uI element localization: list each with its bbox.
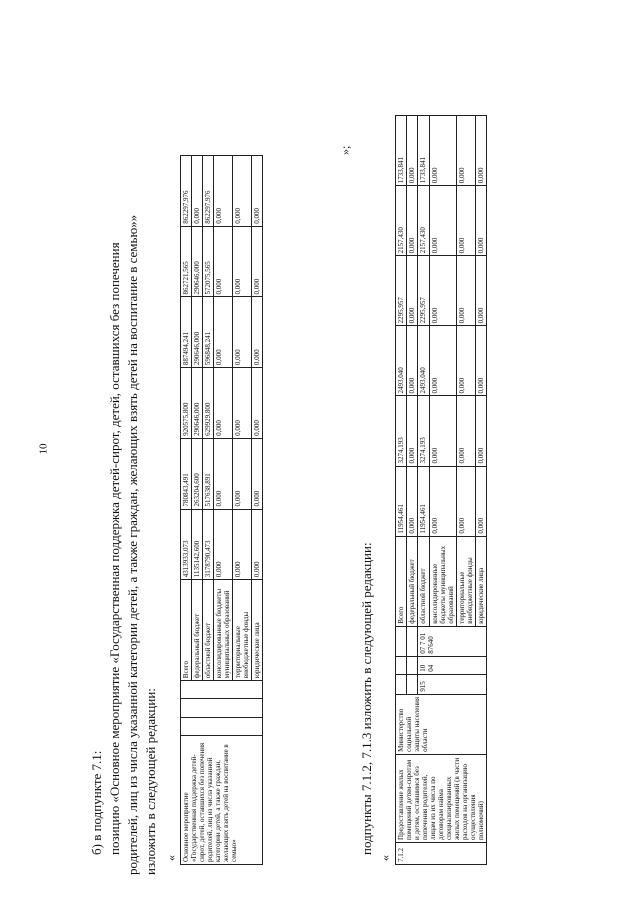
paragraph-line-1: позицию «Основное мероприятие «Государственная поддержка детей-сирот, детей, оставшихся без попечения <box>107 242 122 855</box>
value-cell: 572075,565 <box>203 226 214 297</box>
code-rz-cell: 10 04 <box>418 656 487 674</box>
value-cell: 0,000 <box>457 186 476 256</box>
open-quote-2: « <box>378 855 392 861</box>
code-csr-cell: 07 7 01 87640 <box>418 626 487 656</box>
item-name-cell: Предоставление жилых помещений детям-сиротам и детям, оставшимся без попечения родителей, лицам из их числа по договорам найма специализированных жилых помещений (в части расходов на организацию осуществления полномочий) <box>396 754 487 842</box>
empty-code-cell <box>181 699 263 717</box>
funding-source-cell: федеральный бюджет <box>192 580 203 681</box>
value-cell: 629929,800 <box>203 368 214 439</box>
value-cell: 3274,193 <box>396 396 407 466</box>
value-cell: 0,000 <box>252 368 263 439</box>
value-cell: 2295,957 <box>396 256 407 326</box>
value-cell: 0,000 <box>476 466 487 536</box>
value-cell: 862721,565 <box>181 226 192 297</box>
value-cell: 0,000 <box>476 396 487 466</box>
value-cell: 0,000 <box>214 368 233 439</box>
empty-code-cell <box>396 674 407 694</box>
value-cell: 0,000 <box>430 256 457 326</box>
funding-table-main-activity <box>180 155 263 865</box>
value-cell: 0,000 <box>252 156 263 227</box>
subsection-heading: подпункты 7.1.2, 7.1.3 изложить в следующей редакции: <box>359 542 374 855</box>
empty-code-cell <box>407 626 418 656</box>
value-cell: 0,000 <box>476 326 487 396</box>
funding-source-cell: федеральный бюджет <box>407 536 418 626</box>
value-cell: 0,000 <box>430 326 457 396</box>
value-cell: 0,000 <box>457 256 476 326</box>
value-cell: 0,000 <box>430 396 457 466</box>
table-row <box>396 116 407 865</box>
funding-source-cell: территориальные внебюджетные фонды <box>233 580 252 681</box>
funding-source-cell: юридические лица <box>476 536 487 626</box>
value-cell: 11954,461 <box>396 466 407 536</box>
value-cell: 11954,461 <box>418 466 430 536</box>
value-cell: 0,000 <box>476 256 487 326</box>
funding-table-7-1-2 <box>395 115 487 865</box>
value-cell: 0,000 <box>192 156 203 227</box>
value-cell: 780843,491 <box>181 438 192 509</box>
value-cell: 0,000 <box>214 509 233 580</box>
value-cell: 0,000 <box>430 116 457 186</box>
empty-code-cell <box>396 626 407 656</box>
funding-source-cell: Всего <box>396 536 407 626</box>
page-number: 10 <box>37 443 50 455</box>
value-cell: 0,000 <box>214 297 233 368</box>
value-cell: 920575,800 <box>181 368 192 439</box>
value-cell: 0,000 <box>476 116 487 186</box>
value-cell: 862297,976 <box>203 156 214 227</box>
funding-source-cell: областной бюджет <box>203 580 214 681</box>
value-cell: 263204,600 <box>192 438 203 509</box>
value-cell: 0,000 <box>457 396 476 466</box>
value-cell: 0,000 <box>457 466 476 536</box>
paragraph-line-2: родителей, лиц из числа указанной категории детей, а также граждан, желающих взять детей на воспитание в семью»» <box>125 214 140 875</box>
value-cell: 517638,891 <box>203 438 214 509</box>
paragraph-line-3: изложить в следующей редакции: <box>143 688 158 875</box>
rotated-document-body <box>80 75 620 875</box>
open-quote: « <box>164 855 178 861</box>
value-cell: 0,000 <box>407 186 418 256</box>
value-cell: 0,000 <box>476 186 487 256</box>
value-cell: 0,000 <box>233 156 252 227</box>
value-cell: 0,000 <box>233 226 252 297</box>
value-cell: 4313933,073 <box>181 509 192 580</box>
value-cell: 0,000 <box>233 368 252 439</box>
value-cell: 2295,957 <box>418 256 430 326</box>
value-cell: 596848,241 <box>203 297 214 368</box>
value-cell: 0,000 <box>407 116 418 186</box>
funding-source-cell: территориальные внебюджетные фонды <box>457 536 476 626</box>
value-cell: 0,000 <box>457 326 476 396</box>
value-cell: 0,000 <box>430 466 457 536</box>
value-cell: 0,000 <box>252 438 263 509</box>
section-heading: б) в подпункте 7.1: <box>89 750 104 855</box>
code-grbs-cell: 915 <box>418 674 487 694</box>
value-cell: 2493,040 <box>396 326 407 396</box>
executor-cell: Министерство социальной защиты населения области <box>396 694 487 754</box>
value-cell: 290646,000 <box>192 226 203 297</box>
value-cell: 887494,241 <box>181 297 192 368</box>
funding-source-cell: консолидированные бюджеты муниципальных образований <box>214 580 233 681</box>
value-cell: 0,000 <box>430 186 457 256</box>
value-cell: 1135142,600 <box>192 509 203 580</box>
empty-code-cell <box>407 656 418 674</box>
value-cell: 0,000 <box>407 326 418 396</box>
value-cell: 1733,841 <box>396 116 407 186</box>
value-cell: 2157,430 <box>418 186 430 256</box>
funding-source-cell: юридические лица <box>252 580 263 681</box>
value-cell: 0,000 <box>252 509 263 580</box>
funding-source-cell: консолидированные бюджеты муниципальных образований <box>430 536 457 626</box>
empty-code-cell <box>181 717 263 735</box>
value-cell: 0,000 <box>233 438 252 509</box>
value-cell: 1733,841 <box>418 116 430 186</box>
value-cell: 3178790,473 <box>203 509 214 580</box>
value-cell: 0,000 <box>407 466 418 536</box>
value-cell: 0,000 <box>214 438 233 509</box>
value-cell: 0,000 <box>457 116 476 186</box>
empty-code-cell <box>181 681 263 699</box>
funding-source-cell: областной бюджет <box>418 536 430 626</box>
value-cell: 0,000 <box>233 297 252 368</box>
empty-code-cell <box>407 674 418 694</box>
value-cell: 290646,000 <box>192 368 203 439</box>
empty-code-cell <box>396 656 407 674</box>
activity-name-cell: Основное мероприятие «Государственная поддержка детей-сирот, детей, оставшихся без попечения родителей, лиц из числа указанной категории детей, а также граждан, желающих взять детей на воспитание в семью» <box>181 735 263 864</box>
value-cell: 290646,000 <box>192 297 203 368</box>
value-cell: 862297,976 <box>181 156 192 227</box>
item-number-cell: 7.1.2 <box>396 842 487 864</box>
value-cell: 0,000 <box>407 396 418 466</box>
value-cell: 2493,040 <box>418 326 430 396</box>
value-cell: 0,000 <box>407 256 418 326</box>
value-cell: 0,000 <box>214 226 233 297</box>
value-cell: 0,000 <box>252 297 263 368</box>
table-row <box>181 156 192 865</box>
value-cell: 2157,430 <box>396 186 407 256</box>
value-cell: 0,000 <box>233 509 252 580</box>
value-cell: 3274,193 <box>418 396 430 466</box>
value-cell: 0,000 <box>252 226 263 297</box>
value-cell: 0,000 <box>214 156 233 227</box>
funding-source-cell: Всего <box>181 580 192 681</box>
close-quote: »; <box>338 145 352 155</box>
